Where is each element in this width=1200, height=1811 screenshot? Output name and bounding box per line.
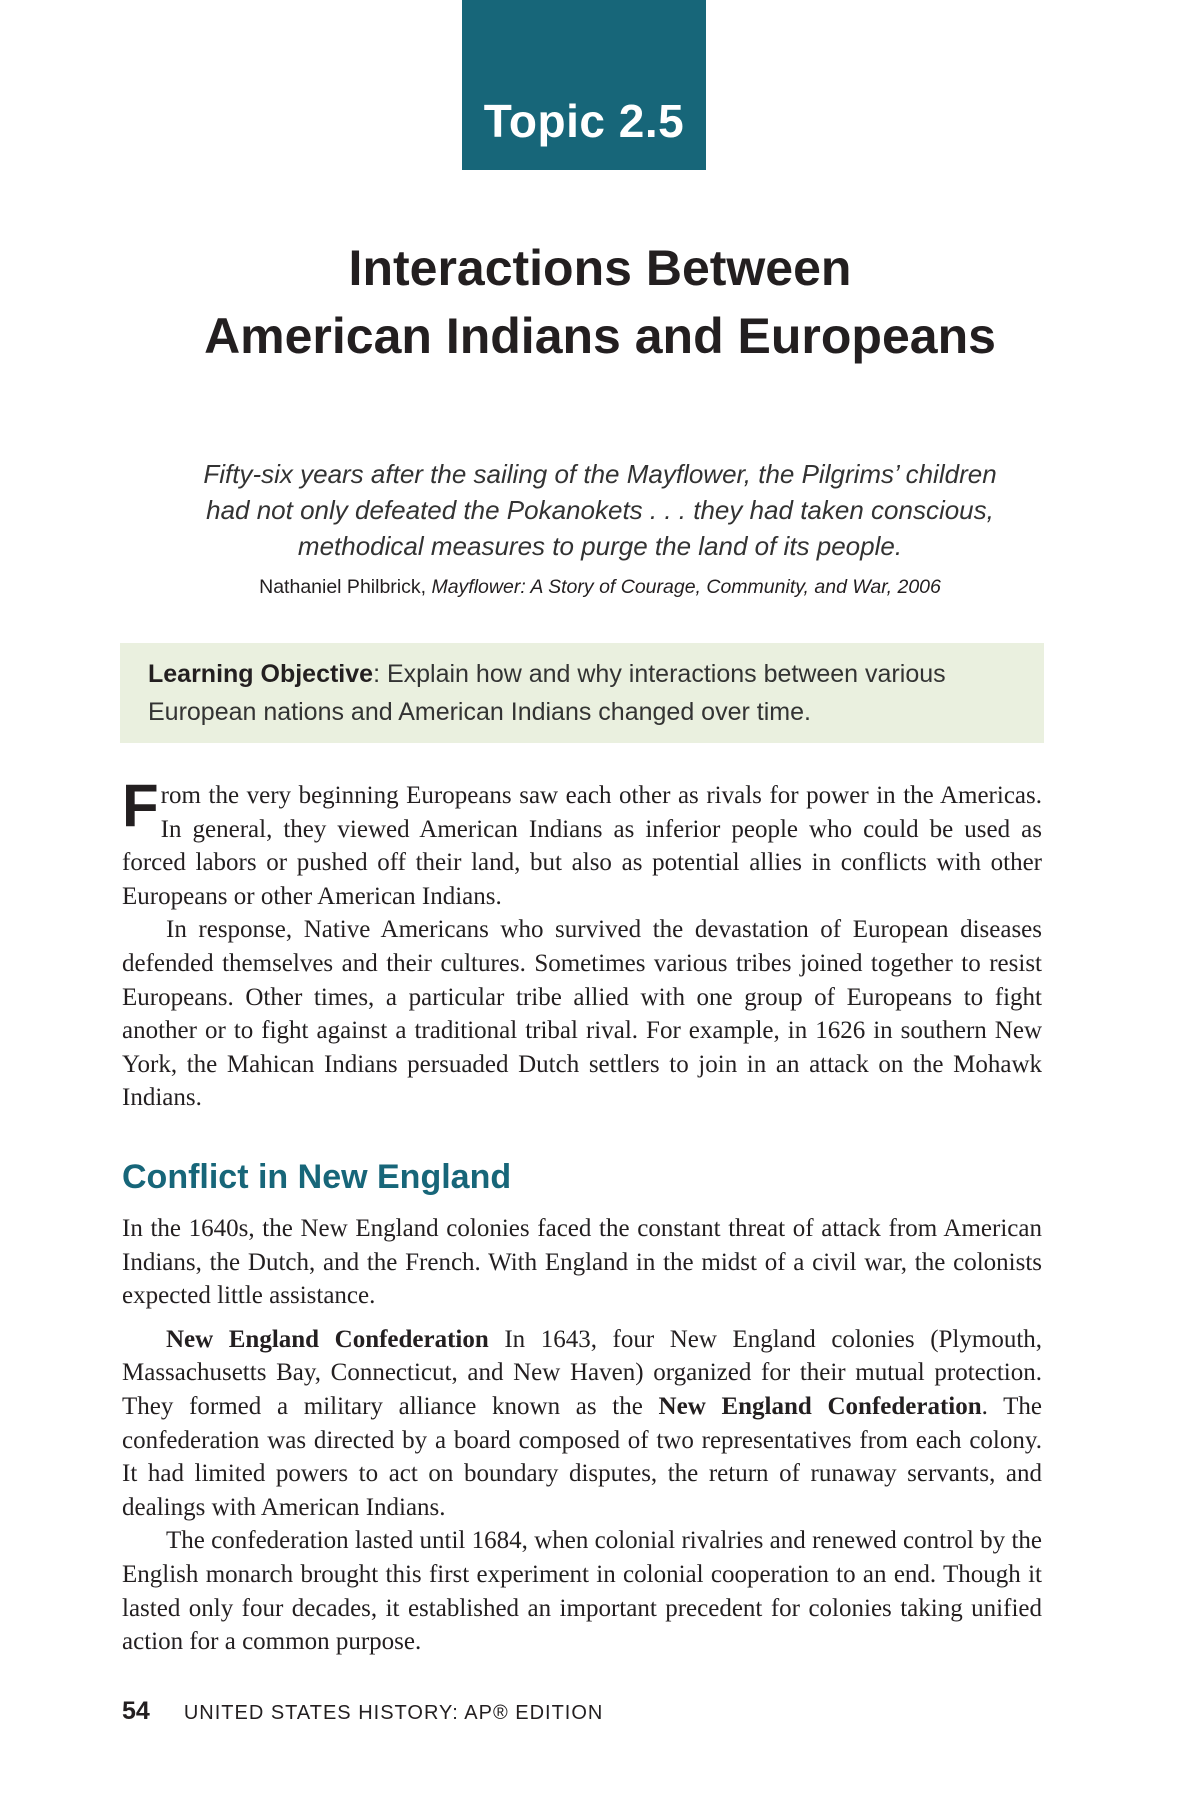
book-title: UNITED STATES HISTORY: AP® EDITION	[183, 1702, 604, 1724]
page-footer	[122, 1697, 603, 1726]
section-paragraph-1: In the 1640s, the New England colonies faced the constant threat of attack from American Indians, the Dutch, and the French. With England in the midst of a civil war, the colonists expected little assistance.	[122, 1215, 1042, 1310]
section-body	[122, 1212, 1042, 1659]
intro-paragraph-1-text: rom the very beginning Europeans saw each other as rivals for power in the Americas. In general, they viewed American Indians as inferior people who could be used as forced labors or pushed off their land, but also as potential allies in conflicts with other Europeans or other American Indians.	[122, 782, 1042, 910]
section-paragraph-2-text-b: . The confederation was directed by a board composed of two representatives from each colony. It had limited powers to act on boundary disputes, the return of runaway servants, and dealings with American Indians.	[122, 1392, 1043, 1521]
objective-line-1: Learning Objective: Explain how and why interactions between various	[148, 660, 946, 688]
citation-work: Mayflower: A Story of Courage, Community, and War, 2006	[431, 576, 941, 598]
epigraph-line-3: methodical measures to purge the land of its people.	[297, 531, 903, 561]
objective-text-1: Explain how and why interactions between various	[386, 660, 946, 688]
intro-section	[122, 772, 1042, 1115]
objective-text-2: European nations and American Indians changed over time.	[148, 698, 811, 726]
page-number: 54	[122, 1697, 150, 1725]
topic-badge	[462, 0, 706, 170]
section-heading: Conflict in New England	[122, 1158, 512, 1196]
intro-paragraph-2: In response, Native Americans who survived the devastation of European diseases defended themselves and their cultures. Sometimes various tribes joined together to resist Europeans. Other times, a particular tribe allied with one group of Europeans to fight another or to fight against a traditional tribal rival. For example, in 1626 in southern New York, the Mahican Indians persuaded Dutch settlers to join in an attack on the Mohawk Indians.	[122, 916, 1042, 1112]
section-paragraph-2-text-a: In 1643, four New England colonies (Plymouth, Massachusetts Bay, Connecticut, and New Haven) organized for their mutual protection. They formed a military alliance known as the	[122, 1325, 1043, 1420]
objective-label: Learning Objective	[148, 660, 374, 688]
section-paragraph-2	[122, 1323, 1042, 1525]
intro-paragraph-1	[122, 772, 1042, 913]
confederation-lead-term: New England Confederation	[166, 1325, 489, 1353]
epigraph-line-2: had not only defeated the Pokanokets . . . they had taken conscious,	[206, 495, 994, 525]
page-title	[100, 234, 1100, 370]
epigraph-quote	[130, 456, 1070, 564]
section-paragraph-3: The confederation lasted until 1684, when colonial rivalries and renewed control by the English monarch brought this first experiment in colonial cooperation to an end. Though it lasted only four decades, it established an important precedent for colonies taking unified action for a common purpose.	[122, 1527, 1042, 1656]
title-line-1: Interactions Between	[348, 240, 852, 296]
epigraph-line-1: Fifty-six years after the sailing of the Mayflower, the Pilgrims’ children	[203, 459, 997, 489]
citation-author: Nathaniel Philbrick,	[259, 576, 427, 598]
title-line-2: American Indians and Europeans	[204, 308, 996, 364]
drop-cap: F	[122, 772, 159, 839]
confederation-key-term: New England Confederation	[658, 1392, 982, 1420]
learning-objective-box	[120, 643, 1044, 743]
epigraph-citation	[100, 576, 1100, 599]
topic-label: Topic 2.5	[483, 95, 685, 147]
